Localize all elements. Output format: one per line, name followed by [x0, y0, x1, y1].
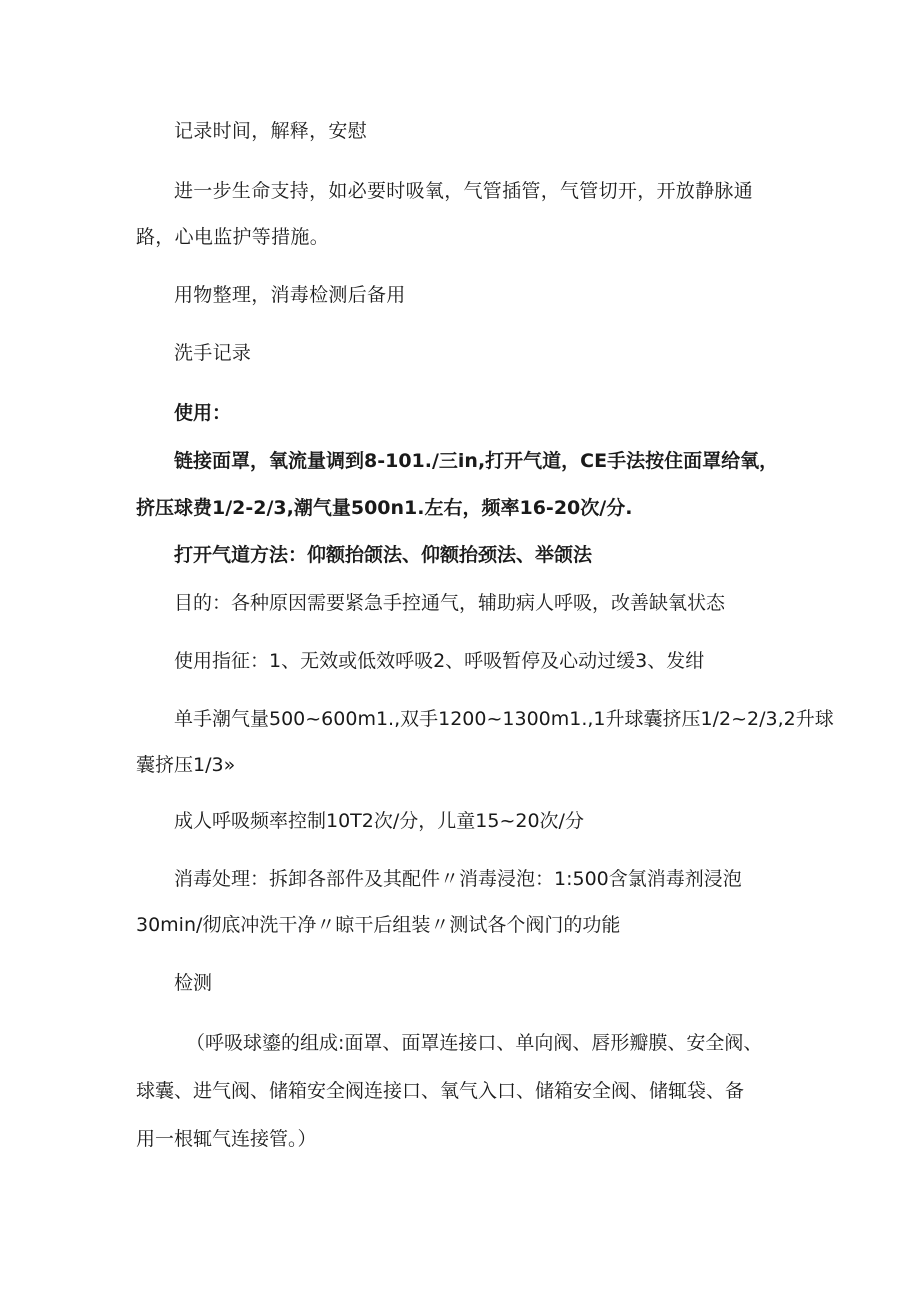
text-line: 进一步生命支持，如必要时吸氧，气管插管，气管切开，开放静脉通: [174, 180, 754, 202]
text-line: 成人呼吸频率控制10T2次/分，儿童15~20次/分: [174, 810, 584, 832]
text-line: 记录时间，解释，安慰: [174, 120, 368, 142]
text-line: 链接面罩，氧流量调到8-101./三in,打开气道，CE手法按住面罩给氧，: [174, 450, 779, 472]
text-line: 球囊、进气阀、储箱安全阀连接口、氧气入口、储箱安全阀、储辄袋、备: [136, 1080, 745, 1102]
text-line: （呼吸球鎏的组成:面罩、面罩连接口、单向阀、唇形瓣膜、安全阀、: [186, 1032, 763, 1054]
text-line: 检测: [174, 972, 213, 994]
text-line: 消毒处理：拆卸各部件及其配件〃消毒浸泡：1:500含氯消毒剂浸泡: [174, 868, 742, 890]
text-line: 使用指征：1、无效或低效呼吸2、呼吸暂停及心动过缓3、发绀: [174, 650, 705, 672]
text-line: 囊挤压1/3»: [136, 754, 236, 776]
text-line: 单手潮气量500~600m1.,双手1200~1300m1.,1升球囊挤压1/2~2/3,2升球: [174, 708, 834, 730]
text-line: 用物整理，消毒检测后备用: [174, 284, 406, 306]
text-line: 打开气道方法：仰额抬颌法、仰额抬颈法、举颌法: [174, 544, 593, 566]
text-line: 30min/彻底冲洗干净〃晾干后组装〃测试各个阀门的功能: [136, 914, 621, 936]
text-line: 洗手记录: [174, 342, 252, 364]
text-line: 用一根辄气连接管。）: [136, 1128, 317, 1150]
text-line: 路，心电监护等措施。: [136, 226, 330, 248]
text-line: 挤压球费1/2-2/3,潮气量500n1.左右，频率16-20次/分.: [136, 497, 633, 519]
text-line: 使用：: [174, 402, 232, 424]
text-line: 目的：各种原因需要紧急手控通气，辅助病人呼吸，改善缺氧状态: [174, 592, 726, 614]
